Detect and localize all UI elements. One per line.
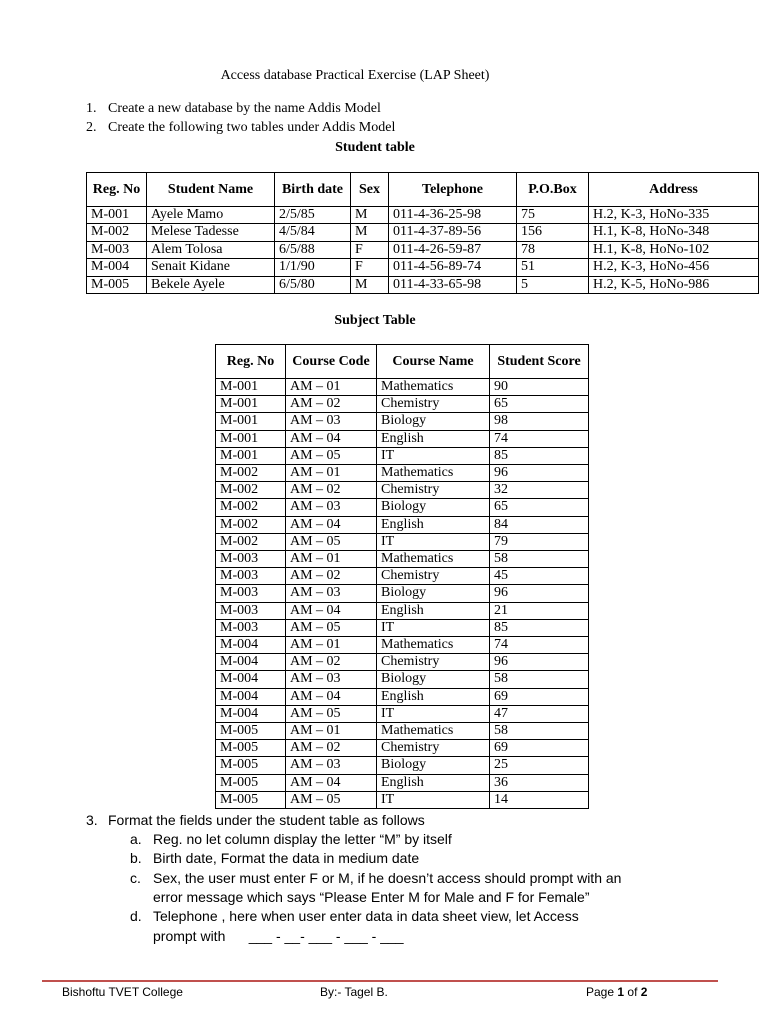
- table-cell: AM – 03: [286, 413, 377, 430]
- table-row: [87, 207, 759, 224]
- table-cell: M-004: [216, 688, 286, 705]
- document-title: Access database Practical Exercise (LAP Sheet): [220, 68, 490, 83]
- table-cell: 96: [490, 585, 589, 602]
- table-cell: English: [377, 774, 490, 791]
- table-cell: M-004: [216, 637, 286, 654]
- table-row: [216, 723, 589, 740]
- table-cell: M-001: [216, 396, 286, 413]
- table-cell: 84: [490, 516, 589, 533]
- page-word: Page: [586, 985, 615, 999]
- table-cell: M-005: [87, 276, 147, 293]
- table-cell: 74: [490, 430, 589, 447]
- column-header: Sex: [351, 173, 389, 207]
- table-cell: AM – 01: [286, 723, 377, 740]
- table-cell: AM – 03: [286, 757, 377, 774]
- table-cell: M-001: [216, 379, 286, 396]
- column-header: P.O.Box: [517, 173, 589, 207]
- page-current: 1: [617, 985, 625, 999]
- column-header: Reg. No: [87, 173, 147, 207]
- page-total: 2: [640, 985, 648, 999]
- step-text: Format the fields under the student table as follows: [108, 812, 425, 828]
- instruction-text: Sex, the user must enter F or M, if he doesn’t access should prompt with an: [153, 869, 622, 886]
- table-cell: 011-4-37-89-56: [389, 224, 517, 241]
- table-cell: AM – 04: [286, 430, 377, 447]
- table-cell: IT: [377, 533, 490, 550]
- table-row: [216, 413, 589, 430]
- instruction-text: Birth date, Format the data in medium date: [153, 850, 420, 867]
- table-cell: 69: [490, 688, 589, 705]
- table-row: [216, 757, 589, 774]
- subject-table-caption: Subject Table: [334, 313, 416, 328]
- table-row: [87, 259, 759, 276]
- table-cell: AM – 02: [286, 396, 377, 413]
- table-cell: M-005: [216, 791, 286, 808]
- column-header: Telephone: [389, 173, 517, 207]
- table-cell: 1/1/90: [275, 259, 351, 276]
- table-cell: H.1, K-8, HoNo-102: [589, 241, 759, 258]
- table-cell: 2/5/85: [275, 207, 351, 224]
- page-of: of: [627, 985, 638, 999]
- table-cell: 75: [517, 207, 589, 224]
- table-cell: Mathematics: [377, 637, 490, 654]
- table-cell: H.2, K-3, HoNo-335: [589, 207, 759, 224]
- table-cell: AM – 02: [286, 654, 377, 671]
- instruction-text: prompt with ___ - __- ___ - ___ - ___: [153, 927, 404, 944]
- step-number: 3.: [86, 812, 98, 828]
- table-row: [87, 241, 759, 258]
- table-row: [216, 482, 589, 499]
- table-cell: Bekele Ayele: [147, 276, 275, 293]
- table-cell: AM – 01: [286, 465, 377, 482]
- table-row: [216, 568, 589, 585]
- table-cell: M-002: [216, 482, 286, 499]
- table-cell: 96: [490, 654, 589, 671]
- table-cell: 78: [517, 241, 589, 258]
- table-cell: M-001: [87, 207, 147, 224]
- footer-college: Bishoftu TVET College: [62, 985, 183, 999]
- table-cell: AM – 04: [286, 688, 377, 705]
- step-number: 1.: [86, 101, 97, 116]
- instruction-text: Reg. no let column display the letter “M” by itself: [153, 831, 452, 847]
- table-cell: English: [377, 688, 490, 705]
- table-row: [216, 637, 589, 654]
- step-2: [86, 120, 395, 136]
- table-cell: 85: [490, 447, 589, 464]
- table-row: [216, 654, 589, 671]
- table-row: [216, 671, 589, 688]
- table-row: [216, 585, 589, 602]
- table-cell: M-003: [216, 619, 286, 636]
- instruction-letter: b.: [130, 850, 142, 867]
- table-row: [87, 276, 759, 293]
- table-cell: Biology: [377, 757, 490, 774]
- subject-table: [215, 344, 589, 809]
- table-cell: M-001: [216, 447, 286, 464]
- table-cell: 45: [490, 568, 589, 585]
- table-row: [216, 396, 589, 413]
- table-cell: M-004: [216, 654, 286, 671]
- table-cell: Ayele Mamo: [147, 207, 275, 224]
- table-cell: Melese Tadesse: [147, 224, 275, 241]
- footer-divider: [42, 980, 718, 982]
- table-cell: 65: [490, 499, 589, 516]
- table-cell: AM – 01: [286, 637, 377, 654]
- table-cell: M-001: [216, 413, 286, 430]
- table-cell: 156: [517, 224, 589, 241]
- format-instruction-line: [130, 908, 579, 924]
- table-cell: Chemistry: [377, 654, 490, 671]
- column-header: Student Name: [147, 173, 275, 207]
- column-header: Birth date: [275, 173, 351, 207]
- step-text: Create the following two tables under Addis Model: [108, 120, 396, 135]
- format-instruction-line: [130, 850, 419, 866]
- table-cell: Mathematics: [377, 379, 490, 396]
- table-cell: AM – 05: [286, 705, 377, 722]
- table-cell: AM – 05: [286, 791, 377, 808]
- table-cell: 36: [490, 774, 589, 791]
- table-row: [216, 379, 589, 396]
- table-cell: Chemistry: [377, 482, 490, 499]
- table-cell: 6/5/80: [275, 276, 351, 293]
- table-cell: Mathematics: [377, 465, 490, 482]
- table-cell: AM – 05: [286, 533, 377, 550]
- table-cell: IT: [377, 447, 490, 464]
- table-cell: M-002: [216, 533, 286, 550]
- table-cell: AM – 01: [286, 379, 377, 396]
- instruction-text: Telephone , here when user enter data in data sheet view, let Access: [153, 908, 579, 925]
- table-cell: M: [351, 276, 389, 293]
- table-cell: IT: [377, 791, 490, 808]
- footer-page-number: [586, 985, 647, 999]
- table-cell: AM – 04: [286, 774, 377, 791]
- table-cell: 011-4-26-59-87: [389, 241, 517, 258]
- table-cell: 65: [490, 396, 589, 413]
- table-cell: F: [351, 259, 389, 276]
- format-instruction-line: [130, 870, 621, 886]
- instruction-letter: c.: [130, 869, 141, 886]
- table-cell: M-004: [216, 671, 286, 688]
- table-cell: Biology: [377, 671, 490, 688]
- table-cell: English: [377, 516, 490, 533]
- table-cell: M-002: [216, 516, 286, 533]
- table-cell: AM – 02: [286, 568, 377, 585]
- table-row: [216, 774, 589, 791]
- table-row: [216, 791, 589, 808]
- table-cell: 58: [490, 551, 589, 568]
- table-cell: AM – 03: [286, 671, 377, 688]
- table-cell: M: [351, 224, 389, 241]
- table-cell: 25: [490, 757, 589, 774]
- format-instruction-line: [130, 928, 404, 944]
- format-instruction-line: [130, 831, 452, 847]
- column-header: Student Score: [490, 345, 589, 379]
- table-cell: M-003: [216, 585, 286, 602]
- table-cell: M-003: [216, 551, 286, 568]
- step-number: 2.: [86, 120, 97, 135]
- column-header: Course Code: [286, 345, 377, 379]
- table-cell: AM – 05: [286, 619, 377, 636]
- table-cell: 6/5/88: [275, 241, 351, 258]
- table-cell: 58: [490, 723, 589, 740]
- table-cell: M-001: [216, 430, 286, 447]
- footer-author: By:- Tagel B.: [320, 985, 388, 999]
- table-cell: Chemistry: [377, 568, 490, 585]
- table-cell: 21: [490, 602, 589, 619]
- column-header: Course Name: [377, 345, 490, 379]
- table-cell: M-005: [216, 740, 286, 757]
- table-cell: AM – 05: [286, 447, 377, 464]
- table-cell: Biology: [377, 585, 490, 602]
- table-cell: 4/5/84: [275, 224, 351, 241]
- table-cell: English: [377, 602, 490, 619]
- table-row: [216, 740, 589, 757]
- table-row: [216, 465, 589, 482]
- table-cell: 14: [490, 791, 589, 808]
- table-cell: IT: [377, 705, 490, 722]
- table-cell: M-003: [87, 241, 147, 258]
- table-cell: Mathematics: [377, 551, 490, 568]
- table-cell: 011-4-36-25-98: [389, 207, 517, 224]
- table-cell: H.2, K-3, HoNo-456: [589, 259, 759, 276]
- table-cell: English: [377, 430, 490, 447]
- student-table: [86, 172, 759, 294]
- table-cell: Biology: [377, 499, 490, 516]
- table-cell: M: [351, 207, 389, 224]
- table-cell: AM – 02: [286, 482, 377, 499]
- table-row: [87, 224, 759, 241]
- table-cell: H.1, K-8, HoNo-348: [589, 224, 759, 241]
- table-cell: 011-4-33-65-98: [389, 276, 517, 293]
- table-cell: M-002: [216, 465, 286, 482]
- table-cell: AM – 01: [286, 551, 377, 568]
- table-cell: M-005: [216, 774, 286, 791]
- table-row: [216, 533, 589, 550]
- table-cell: Biology: [377, 413, 490, 430]
- student-table-caption: Student table: [335, 140, 415, 155]
- step-3: [86, 812, 425, 828]
- table-cell: AM – 04: [286, 602, 377, 619]
- format-instruction-line: [130, 889, 590, 905]
- table-cell: Chemistry: [377, 740, 490, 757]
- table-row: [216, 516, 589, 533]
- step-1: [86, 101, 381, 117]
- table-cell: Chemistry: [377, 396, 490, 413]
- table-row: [216, 447, 589, 464]
- table-row: [216, 430, 589, 447]
- table-cell: 58: [490, 671, 589, 688]
- table-cell: AM – 04: [286, 516, 377, 533]
- table-cell: H.2, K-5, HoNo-986: [589, 276, 759, 293]
- table-cell: 69: [490, 740, 589, 757]
- table-cell: M-002: [216, 499, 286, 516]
- table-cell: IT: [377, 619, 490, 636]
- table-cell: M-004: [216, 705, 286, 722]
- table-cell: 51: [517, 259, 589, 276]
- column-header: Reg. No: [216, 345, 286, 379]
- instruction-text: error message which says “Please Enter M for Male and F for Female”: [153, 888, 590, 905]
- table-cell: 96: [490, 465, 589, 482]
- table-row: [216, 499, 589, 516]
- table-row: [216, 602, 589, 619]
- table-cell: AM – 03: [286, 499, 377, 516]
- table-cell: Mathematics: [377, 723, 490, 740]
- table-cell: 98: [490, 413, 589, 430]
- table-cell: 011-4-56-89-74: [389, 259, 517, 276]
- table-row: [216, 619, 589, 636]
- table-cell: M-002: [87, 224, 147, 241]
- table-row: [216, 705, 589, 722]
- table-cell: 47: [490, 705, 589, 722]
- table-cell: M-005: [216, 757, 286, 774]
- instruction-letter: d.: [130, 908, 142, 925]
- table-cell: 79: [490, 533, 589, 550]
- table-cell: AM – 03: [286, 585, 377, 602]
- table-cell: M-003: [216, 568, 286, 585]
- table-cell: 32: [490, 482, 589, 499]
- table-cell: 90: [490, 379, 589, 396]
- table-row: [216, 551, 589, 568]
- instruction-letter: a.: [130, 831, 142, 847]
- table-cell: M-004: [87, 259, 147, 276]
- table-cell: F: [351, 241, 389, 258]
- table-cell: 5: [517, 276, 589, 293]
- column-header: Address: [589, 173, 759, 207]
- step-text: Create a new database by the name Addis Model: [108, 101, 381, 116]
- table-cell: Senait Kidane: [147, 259, 275, 276]
- table-cell: 85: [490, 619, 589, 636]
- table-row: [216, 688, 589, 705]
- table-cell: M-003: [216, 602, 286, 619]
- table-cell: 74: [490, 637, 589, 654]
- table-cell: AM – 02: [286, 740, 377, 757]
- table-cell: Alem Tolosa: [147, 241, 275, 258]
- table-cell: M-005: [216, 723, 286, 740]
